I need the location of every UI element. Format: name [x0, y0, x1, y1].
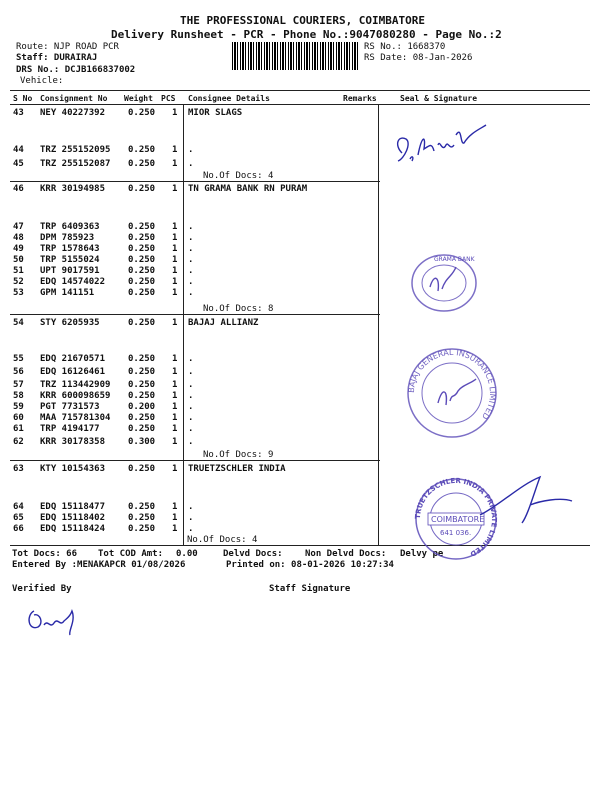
table-row: 54 STY 6205935 0.250 1 — [13, 318, 178, 328]
delivered-docs: Delvd Docs: — [223, 549, 283, 559]
group-divider — [10, 181, 380, 182]
drs-number: DRS No.: DCJB166837002 — [16, 65, 136, 75]
consignee-name: TRUETZSCHLER INDIA — [188, 464, 286, 474]
table-row: 43 NEY 40227392 0.250 1 — [13, 108, 178, 118]
entered-by: Entered By :MENAKAPCR 01/08/2026 — [12, 560, 186, 570]
printed-on: Printed on: 08-01-2026 10:27:34 — [226, 560, 394, 570]
table-row: 46 KRR 30194985 0.250 1 — [13, 184, 178, 194]
delivery-percent: Delvy pe — [400, 549, 444, 559]
table-row: 52 EDQ 14574022 0.250 1 . — [13, 277, 194, 287]
table-row: 45 TRZ 255152087 0.250 1 . — [13, 159, 194, 169]
bajaj-stamp — [402, 343, 502, 443]
table-row: 62 KRR 30178358 0.300 1 . — [13, 437, 194, 447]
docs-count: No.Of Docs: 8 — [203, 304, 274, 314]
company-title: THE PROFESSIONAL COURIERS, COIMBATORE — [180, 14, 426, 27]
table-row: 44 TRZ 255152095 0.250 1 . — [13, 145, 194, 155]
stamp-pin: 641 036. — [440, 529, 472, 537]
table-row: 50 TRP 5155024 0.250 1 . — [13, 255, 194, 265]
col-consignment: Consignment No — [40, 94, 108, 103]
consignee-name: MIOR SLAGS — [188, 108, 243, 118]
staff-signature-label: Staff Signature — [269, 584, 351, 594]
group-divider — [10, 460, 380, 461]
col-remarks: Remarks — [343, 94, 377, 103]
vehicle-label: Vehicle: — [20, 76, 64, 86]
col-consignee: Consignee Details — [188, 94, 270, 103]
grama-bank-stamp — [404, 247, 494, 317]
header-top-rule — [10, 90, 590, 91]
table-row: 57 TRZ 113442909 0.250 1 . — [13, 380, 194, 390]
table-row: 59 PGT 7731573 0.200 1 . — [13, 402, 194, 412]
total-cod-value: 0.00 — [176, 549, 198, 559]
verified-by-label: Verified By — [12, 584, 72, 594]
table-row: 56 EDQ 16126461 0.250 1 . — [13, 367, 194, 377]
table-row: 61 TRP 4194177 0.250 1 . — [13, 424, 194, 434]
table-row: 51 UPT 9017591 0.250 1 . — [13, 266, 194, 276]
docs-count: No.Of Docs: 4 — [187, 535, 258, 545]
table-row: 49 TRP 1578643 0.250 1 . — [13, 244, 194, 254]
table-row: 60 MAA 715781304 0.250 1 . — [13, 413, 194, 423]
table-row: 64 EDQ 15118477 0.250 1 . — [13, 502, 194, 512]
stamp-text: BAJAJ GENERAL INSURANCE LIMITED — [406, 347, 498, 421]
table-row: 65 EDQ 15118402 0.250 1 . — [13, 513, 194, 523]
table-row: 53 GPM 141151 0.250 1 . — [13, 288, 194, 298]
col-sno: S No — [13, 94, 33, 103]
group-divider — [10, 314, 380, 315]
non-delivered-docs: Non Delvd Docs: — [305, 549, 387, 559]
signature-scribble — [390, 115, 500, 175]
table-row: 48 DPM 785923 0.250 1 . — [13, 233, 194, 243]
table-row: 58 KRR 600098659 0.250 1 . — [13, 391, 194, 401]
rs-date: RS Date: 08-Jan-2026 — [364, 53, 473, 63]
table-row: 47 TRP 6409363 0.250 1 . — [13, 222, 194, 232]
total-docs: Tot Docs: 66 — [12, 549, 78, 559]
barcode — [232, 42, 358, 70]
staff-label: Staff: DURAIRAJ — [16, 53, 98, 63]
table-row: 66 EDQ 15118424 0.250 1 . — [13, 524, 194, 534]
route-label: Route: NJP ROAD PCR — [16, 42, 119, 52]
stamp-city: COIMBATORE — [431, 515, 485, 524]
col-pcs: PCS — [161, 94, 176, 103]
header-bottom-rule — [10, 104, 590, 105]
table-row: 63 KTY 10154363 0.250 1 — [13, 464, 178, 474]
col-weight: Weight — [124, 94, 153, 103]
stamp-text: GRAMA BANK — [434, 256, 475, 263]
truetzschler-stamp — [410, 475, 580, 565]
docs-count: No.Of Docs: 9 — [203, 450, 274, 460]
col-seal-signature: Seal & Signature — [400, 94, 478, 103]
consignee-name: TN GRAMA BANK RN PURAM — [188, 184, 308, 194]
consignee-name: BAJAJ ALLIANZ — [188, 318, 259, 328]
table-row: 55 EDQ 21670571 0.250 1 . — [13, 354, 194, 364]
verified-signature — [24, 597, 94, 637]
runsheet-subtitle: Delivery Runsheet - PCR - Phone No.:9047080280 - Page No.:2 — [111, 28, 502, 41]
docs-count: No.Of Docs: 4 — [203, 171, 274, 181]
stamp-text: TRUETZSCHLER INDIA PRIVATE LIMITED — [413, 476, 499, 558]
rs-number: RS No.: 1668370 — [364, 42, 446, 52]
total-cod-label: Tot COD Amt: — [98, 549, 164, 559]
